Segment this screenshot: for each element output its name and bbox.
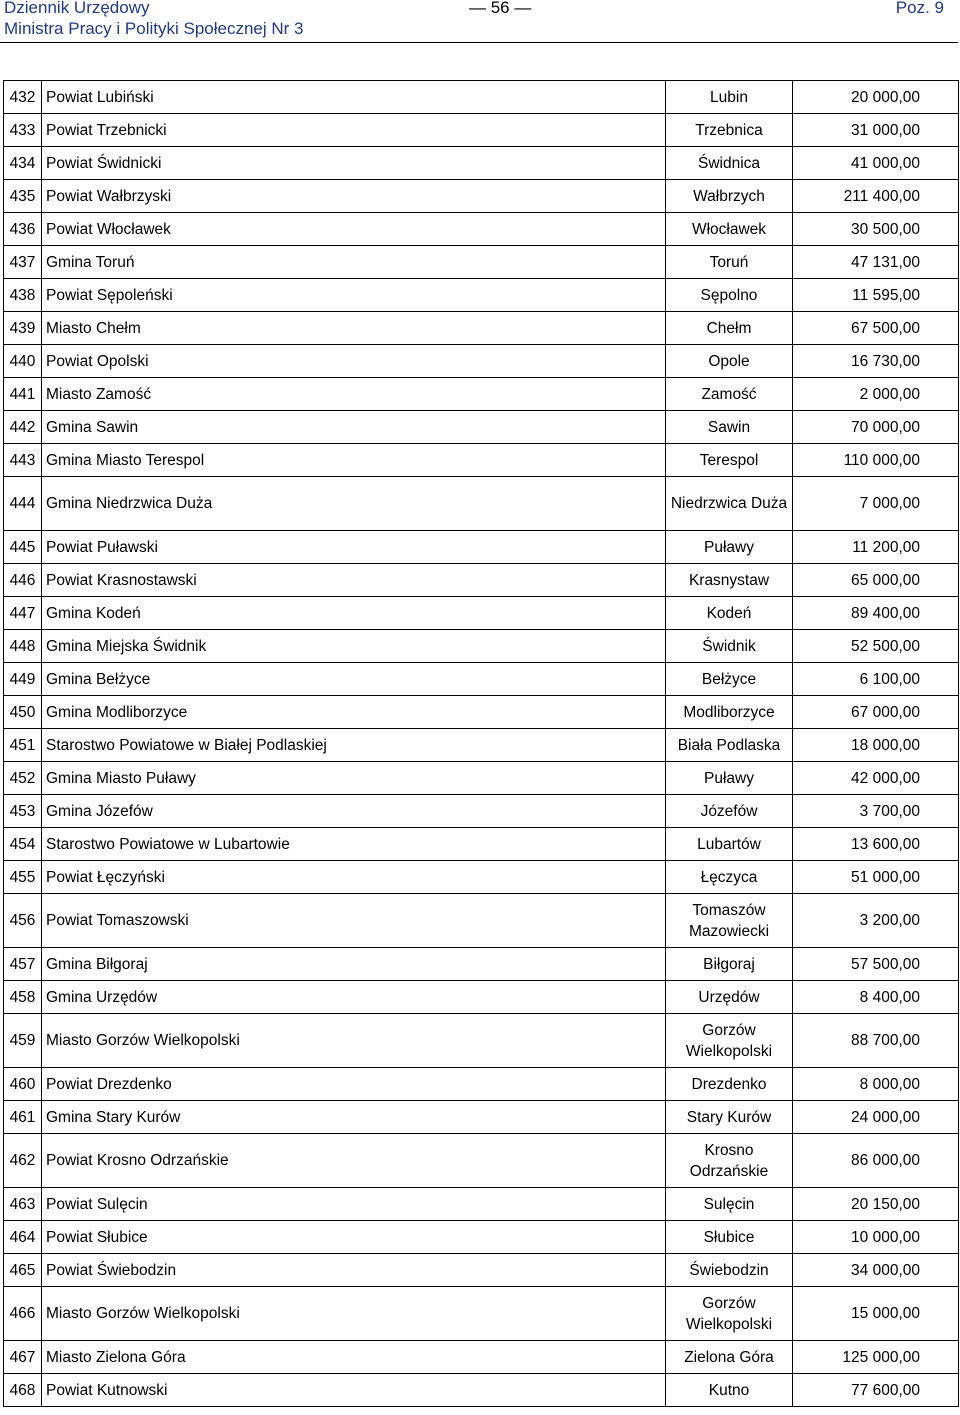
table-row <box>4 828 959 861</box>
row-name: Powiat Włocławek <box>42 213 666 246</box>
allocation-table-container <box>3 80 958 1407</box>
table-row <box>4 1101 959 1134</box>
table-row <box>4 1254 959 1287</box>
row-name: Gmina Stary Kurów <box>42 1101 666 1134</box>
table-row <box>4 861 959 894</box>
row-name: Powiat Lubiński <box>42 81 666 114</box>
row-city: Drezdenko <box>666 1068 793 1101</box>
table-row <box>4 981 959 1014</box>
row-name: Starostwo Powiatowe w Białej Podlaskiej <box>42 729 666 762</box>
row-number: 447 <box>4 597 42 630</box>
row-city: Krosno Odrzańskie <box>666 1134 793 1188</box>
position-number: Poz. 9 <box>895 0 944 17</box>
row-name: Gmina Józefów <box>42 795 666 828</box>
row-name: Gmina Sawin <box>42 411 666 444</box>
row-city: Biała Podlaska <box>666 729 793 762</box>
table-row <box>4 795 959 828</box>
table-row <box>4 444 959 477</box>
row-city: Trzebnica <box>666 114 793 147</box>
table-row <box>4 597 959 630</box>
row-number: 438 <box>4 279 42 312</box>
row-name: Gmina Miejska Świdnik <box>42 630 666 663</box>
table-row <box>4 213 959 246</box>
row-amount: 3 200,00 <box>793 894 959 948</box>
row-number: 437 <box>4 246 42 279</box>
table-row <box>4 564 959 597</box>
row-name: Powiat Krasnostawski <box>42 564 666 597</box>
row-amount: 41 000,00 <box>793 147 959 180</box>
row-city: Modliborzyce <box>666 696 793 729</box>
row-city: Opole <box>666 345 793 378</box>
row-name: Gmina Modliborzyce <box>42 696 666 729</box>
row-number: 456 <box>4 894 42 948</box>
row-name: Powiat Sępoleński <box>42 279 666 312</box>
row-city: Włocławek <box>666 213 793 246</box>
table-row <box>4 696 959 729</box>
page-header <box>0 0 960 46</box>
row-city: Stary Kurów <box>666 1101 793 1134</box>
row-amount: 67 500,00 <box>793 312 959 345</box>
row-name: Gmina Miasto Puławy <box>42 762 666 795</box>
row-name: Powiat Kutnowski <box>42 1374 666 1407</box>
row-name: Miasto Zamość <box>42 378 666 411</box>
row-name: Gmina Niedrzwica Duża <box>42 477 666 531</box>
row-number: 460 <box>4 1068 42 1101</box>
row-number: 443 <box>4 444 42 477</box>
row-number: 441 <box>4 378 42 411</box>
row-amount: 34 000,00 <box>793 1254 959 1287</box>
row-amount: 3 700,00 <box>793 795 959 828</box>
row-number: 468 <box>4 1374 42 1407</box>
row-amount: 86 000,00 <box>793 1134 959 1188</box>
table-row <box>4 279 959 312</box>
row-city: Puławy <box>666 762 793 795</box>
row-city: Sulęcin <box>666 1188 793 1221</box>
row-city: Sępolno <box>666 279 793 312</box>
table-row <box>4 345 959 378</box>
row-amount: 6 100,00 <box>793 663 959 696</box>
row-amount: 125 000,00 <box>793 1341 959 1374</box>
row-name: Powiat Świebodzin <box>42 1254 666 1287</box>
row-number: 454 <box>4 828 42 861</box>
row-name: Powiat Słubice <box>42 1221 666 1254</box>
row-name: Gmina Biłgoraj <box>42 948 666 981</box>
table-row <box>4 114 959 147</box>
row-city: Biłgoraj <box>666 948 793 981</box>
table-row <box>4 1014 959 1068</box>
row-number: 455 <box>4 861 42 894</box>
table-row <box>4 729 959 762</box>
row-amount: 88 700,00 <box>793 1014 959 1068</box>
table-row <box>4 1134 959 1188</box>
row-city: Puławy <box>666 531 793 564</box>
table-row <box>4 531 959 564</box>
row-amount: 47 131,00 <box>793 246 959 279</box>
row-name: Powiat Krosno Odrzańskie <box>42 1134 666 1188</box>
row-number: 457 <box>4 948 42 981</box>
row-amount: 57 500,00 <box>793 948 959 981</box>
row-name: Miasto Gorzów Wielkopolski <box>42 1287 666 1341</box>
row-number: 449 <box>4 663 42 696</box>
row-number: 442 <box>4 411 42 444</box>
row-number: 450 <box>4 696 42 729</box>
row-city: Świdnica <box>666 147 793 180</box>
row-number: 462 <box>4 1134 42 1188</box>
row-number: 439 <box>4 312 42 345</box>
row-amount: 89 400,00 <box>793 597 959 630</box>
row-city: Bełżyce <box>666 663 793 696</box>
row-amount: 8 400,00 <box>793 981 959 1014</box>
row-number: 463 <box>4 1188 42 1221</box>
row-city: Tomaszów Mazowiecki <box>666 894 793 948</box>
row-city: Kutno <box>666 1374 793 1407</box>
row-city: Wałbrzych <box>666 180 793 213</box>
row-amount: 51 000,00 <box>793 861 959 894</box>
row-number: 465 <box>4 1254 42 1287</box>
row-amount: 13 600,00 <box>793 828 959 861</box>
row-name: Powiat Puławski <box>42 531 666 564</box>
table-row <box>4 630 959 663</box>
journal-title: Dziennik Urzędowy <box>4 0 150 17</box>
table-row <box>4 312 959 345</box>
row-amount: 16 730,00 <box>793 345 959 378</box>
row-name: Starostwo Powiatowe w Lubartowie <box>42 828 666 861</box>
row-number: 464 <box>4 1221 42 1254</box>
header-divider <box>0 42 958 43</box>
row-number: 444 <box>4 477 42 531</box>
row-amount: 70 000,00 <box>793 411 959 444</box>
row-number: 451 <box>4 729 42 762</box>
row-name: Gmina Urzędów <box>42 981 666 1014</box>
table-row <box>4 1221 959 1254</box>
row-number: 434 <box>4 147 42 180</box>
row-amount: 8 000,00 <box>793 1068 959 1101</box>
table-row <box>4 411 959 444</box>
row-amount: 42 000,00 <box>793 762 959 795</box>
table-row <box>4 246 959 279</box>
row-city: Józefów <box>666 795 793 828</box>
row-number: 467 <box>4 1341 42 1374</box>
row-number: 446 <box>4 564 42 597</box>
allocation-table <box>3 80 959 1407</box>
row-city: Gorzów Wielkopolski <box>666 1014 793 1068</box>
table-row <box>4 180 959 213</box>
row-name: Powiat Łęczyński <box>42 861 666 894</box>
row-amount: 24 000,00 <box>793 1101 959 1134</box>
row-amount: 10 000,00 <box>793 1221 959 1254</box>
row-city: Krasnystaw <box>666 564 793 597</box>
row-amount: 15 000,00 <box>793 1287 959 1341</box>
row-city: Urzędów <box>666 981 793 1014</box>
row-number: 445 <box>4 531 42 564</box>
row-amount: 20 000,00 <box>793 81 959 114</box>
row-city: Łęczyca <box>666 861 793 894</box>
row-amount: 20 150,00 <box>793 1188 959 1221</box>
row-amount: 77 600,00 <box>793 1374 959 1407</box>
row-name: Miasto Chełm <box>42 312 666 345</box>
row-city: Toruń <box>666 246 793 279</box>
row-city: Zielona Góra <box>666 1341 793 1374</box>
row-number: 435 <box>4 180 42 213</box>
row-number: 453 <box>4 795 42 828</box>
row-city: Niedrzwica Duża <box>666 477 793 531</box>
row-number: 461 <box>4 1101 42 1134</box>
table-row <box>4 81 959 114</box>
row-amount: 11 595,00 <box>793 279 959 312</box>
table-row <box>4 1068 959 1101</box>
row-city: Sawin <box>666 411 793 444</box>
row-amount: 110 000,00 <box>793 444 959 477</box>
row-amount: 18 000,00 <box>793 729 959 762</box>
page-number: — 56 — <box>469 0 532 17</box>
row-name: Gmina Bełżyce <box>42 663 666 696</box>
row-name: Powiat Drezdenko <box>42 1068 666 1101</box>
row-amount: 65 000,00 <box>793 564 959 597</box>
row-name: Powiat Sulęcin <box>42 1188 666 1221</box>
row-name: Gmina Kodeń <box>42 597 666 630</box>
row-number: 440 <box>4 345 42 378</box>
row-number: 459 <box>4 1014 42 1068</box>
row-name: Powiat Opolski <box>42 345 666 378</box>
row-number: 436 <box>4 213 42 246</box>
row-city: Lubin <box>666 81 793 114</box>
row-city: Terespol <box>666 444 793 477</box>
row-amount: 52 500,00 <box>793 630 959 663</box>
table-row <box>4 948 959 981</box>
row-amount: 31 000,00 <box>793 114 959 147</box>
row-amount: 211 400,00 <box>793 180 959 213</box>
row-name: Gmina Toruń <box>42 246 666 279</box>
table-row <box>4 894 959 948</box>
row-number: 458 <box>4 981 42 1014</box>
table-row <box>4 1188 959 1221</box>
row-name: Gmina Miasto Terespol <box>42 444 666 477</box>
table-row <box>4 663 959 696</box>
row-amount: 2 000,00 <box>793 378 959 411</box>
table-row <box>4 1341 959 1374</box>
row-amount: 67 000,00 <box>793 696 959 729</box>
row-name: Miasto Zielona Góra <box>42 1341 666 1374</box>
row-number: 433 <box>4 114 42 147</box>
row-city: Lubartów <box>666 828 793 861</box>
row-amount: 7 000,00 <box>793 477 959 531</box>
table-row <box>4 378 959 411</box>
row-name: Miasto Gorzów Wielkopolski <box>42 1014 666 1068</box>
row-city: Chełm <box>666 312 793 345</box>
row-amount: 30 500,00 <box>793 213 959 246</box>
table-row <box>4 762 959 795</box>
table-row <box>4 147 959 180</box>
ministry-title: Ministra Pracy i Polityki Społecznej Nr 3 <box>4 19 304 38</box>
table-body <box>4 81 959 1407</box>
row-number: 448 <box>4 630 42 663</box>
table-row <box>4 477 959 531</box>
row-city: Świebodzin <box>666 1254 793 1287</box>
row-name: Powiat Świdnicki <box>42 147 666 180</box>
row-name: Powiat Wałbrzyski <box>42 180 666 213</box>
row-city: Słubice <box>666 1221 793 1254</box>
row-number: 466 <box>4 1287 42 1341</box>
row-amount: 11 200,00 <box>793 531 959 564</box>
row-name: Powiat Trzebnicki <box>42 114 666 147</box>
row-city: Zamość <box>666 378 793 411</box>
row-name: Powiat Tomaszowski <box>42 894 666 948</box>
table-row <box>4 1374 959 1407</box>
row-city: Gorzów Wielkopolski <box>666 1287 793 1341</box>
table-row <box>4 1287 959 1341</box>
row-city: Kodeń <box>666 597 793 630</box>
row-number: 452 <box>4 762 42 795</box>
row-number: 432 <box>4 81 42 114</box>
row-city: Świdnik <box>666 630 793 663</box>
